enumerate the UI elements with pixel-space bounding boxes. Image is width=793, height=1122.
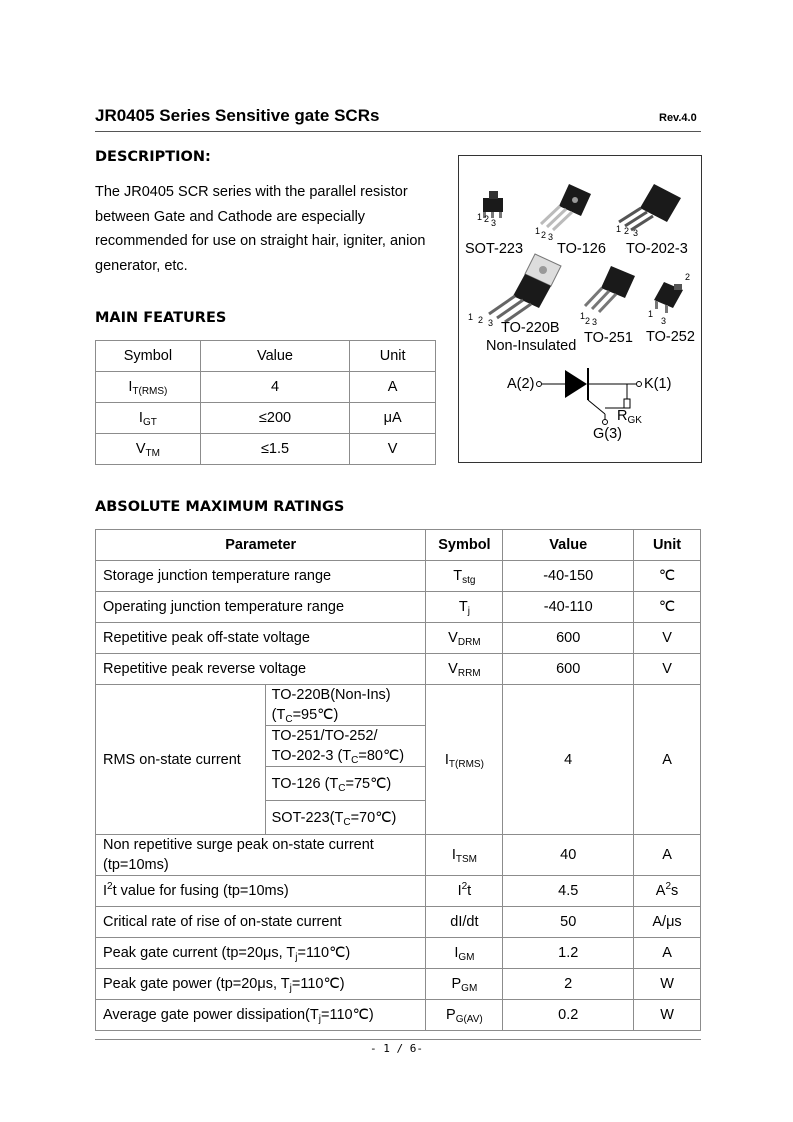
value-cell: 4 xyxy=(503,685,634,835)
table-row xyxy=(96,434,436,465)
ratings-table xyxy=(95,529,701,1031)
parameter-cell: Critical rate of rise of on-state current xyxy=(96,907,426,938)
svg-text:2: 2 xyxy=(685,272,691,282)
symbol-cell: $I_{GM}$ xyxy=(426,938,503,969)
unit-cell: A xyxy=(350,372,436,403)
value-cell: 50 xyxy=(503,907,634,938)
svg-text:3: 3 xyxy=(548,232,554,242)
unit-cell: $A^2s$ xyxy=(634,876,701,907)
package-label-sot223: SOT-223 xyxy=(465,241,524,257)
unit-cell: W xyxy=(634,969,701,1000)
svg-text:3: 3 xyxy=(488,318,494,328)
unit-cell: V xyxy=(350,434,436,465)
svg-text:1: 1 xyxy=(535,226,541,236)
svg-text:1: 1 xyxy=(580,311,586,321)
package-label-to251: TO-251 xyxy=(584,330,633,346)
column-header: Value xyxy=(200,341,350,372)
svg-text:1: 1 xyxy=(468,312,474,322)
parameter-cell: RMS on-state current xyxy=(96,685,266,835)
unit-cell: V xyxy=(634,623,701,654)
unit-cell: W xyxy=(634,1000,701,1031)
table-row xyxy=(96,938,701,969)
condition-cell: SOT-$223(T_C=70℃)$ xyxy=(265,801,426,835)
parameter-cell: Peak gate current (tp=20μs, $T_j=110℃$) xyxy=(96,938,426,969)
parameter-cell: Storage junction temperature range xyxy=(96,561,426,592)
value-cell: ≤1.5 xyxy=(200,434,350,465)
header-rule xyxy=(95,131,701,132)
column-header: Symbol xyxy=(96,341,201,372)
ratings-heading: ABSOLUTE MAXIMUM RATINGS xyxy=(95,499,345,515)
package-label-to2023: TO-202-3 xyxy=(626,241,688,257)
value-cell: 1.2 xyxy=(503,938,634,969)
table-row xyxy=(96,907,701,938)
parameter-cell: Average gate power $dissipation(T_j=110℃)$ xyxy=(96,1000,426,1031)
table-row xyxy=(96,685,701,726)
svg-text:3: 3 xyxy=(491,218,497,228)
parameter-cell: Repetitive peak reverse voltage xyxy=(96,654,426,685)
table-row xyxy=(96,1000,701,1031)
unit-cell: μA xyxy=(350,403,436,434)
to252-package-image xyxy=(648,272,690,326)
package-figure xyxy=(458,155,702,463)
sot223-package-image xyxy=(477,191,503,228)
value-cell: 600 xyxy=(503,623,634,654)
unit-cell: V xyxy=(634,654,701,685)
column-header: Unit xyxy=(350,341,436,372)
table-header-row xyxy=(96,530,701,561)
column-header: Symbol xyxy=(426,530,503,561)
to220b-package-image xyxy=(468,254,561,328)
column-header: Unit xyxy=(634,530,701,561)
parameter-cell: Peak gate power (tp=20μs, $T_j=110℃$) xyxy=(96,969,426,1000)
svg-text:1: 1 xyxy=(477,212,483,222)
to126-package-image xyxy=(535,184,591,242)
table-row xyxy=(96,654,701,685)
unit-cell: A/μs xyxy=(634,907,701,938)
resistor-label: $R_{GK}$ xyxy=(617,408,642,426)
symbol-cell: $I_{T(RMS)}$ xyxy=(96,372,201,403)
cathode-label: K(1) xyxy=(644,376,672,392)
value-cell: -40-150 xyxy=(503,561,634,592)
unit-cell: ℃ xyxy=(634,592,701,623)
value-cell: 600 xyxy=(503,654,634,685)
unit-cell: A xyxy=(634,685,701,835)
condition-cell: TO-126 $(T_C=75℃)$ xyxy=(265,767,426,801)
value-cell: -40-110 xyxy=(503,592,634,623)
value-cell: 4 xyxy=(200,372,350,403)
table-row xyxy=(96,403,436,434)
symbol-cell: $I_{GT}$ xyxy=(96,403,201,434)
table-header-row xyxy=(96,341,436,372)
parameter-cell: Repetitive peak off-state voltage xyxy=(96,623,426,654)
svg-text:3: 3 xyxy=(633,228,639,238)
symbol-cell: $V_{DRM}$ xyxy=(426,623,503,654)
value-cell: 0.2 xyxy=(503,1000,634,1031)
symbol-cell: $I^2t$ xyxy=(426,876,503,907)
document-title: JR0405 Series Sensitive gate SCRs xyxy=(95,106,380,125)
package-label-to252: TO-252 xyxy=(646,329,695,345)
symbol-cell: dI/dt xyxy=(426,907,503,938)
symbol-cell: $P_{G(AV)}$ xyxy=(426,1000,503,1031)
anode-label: A(2) xyxy=(507,376,535,392)
svg-text:2: 2 xyxy=(541,230,547,240)
unit-cell: A xyxy=(634,835,701,876)
parameter-cell: Non repetitive surge peak on-state current (tp=10ms) xyxy=(96,835,426,876)
package-label-to220b: TO-220B xyxy=(501,320,560,336)
table-row xyxy=(96,592,701,623)
symbol-cell: $P_{GM}$ xyxy=(426,969,503,1000)
value-cell: 4.5 xyxy=(503,876,634,907)
package-label-non-insulated: Non-Insulated xyxy=(486,338,577,354)
column-header: Parameter xyxy=(96,530,426,561)
main-features-heading: MAIN FEATURES xyxy=(95,310,227,326)
symbol-cell: $I_{TSM}$ xyxy=(426,835,503,876)
svg-text:2: 2 xyxy=(484,214,490,224)
footer-rule xyxy=(95,1039,701,1040)
table-row xyxy=(96,969,701,1000)
description-text: The JR0405 SCR series with the parallel resistor between Gate and Cathode are especially recommended for use on straight hair, igniter, anion generator, etc. xyxy=(95,184,426,274)
table-row xyxy=(96,561,701,592)
to251-package-image xyxy=(580,266,635,327)
to2023-package-image xyxy=(616,184,681,238)
symbol-cell: $I_{T(RMS)}$ xyxy=(426,685,503,835)
parameter-cell: $I^2t$ value for fusing (tp=10ms) xyxy=(96,876,426,907)
value-cell: 40 xyxy=(503,835,634,876)
gate-label: G(3) xyxy=(593,426,622,442)
svg-text:2: 2 xyxy=(624,226,630,236)
condition-cell: TO-220B(Non-Ins) $(T_C=95℃)$ xyxy=(265,685,426,726)
unit-cell: A xyxy=(634,938,701,969)
symbol-cell: $V_{RRM}$ xyxy=(426,654,503,685)
main-features-table xyxy=(95,340,436,465)
svg-text:3: 3 xyxy=(592,317,598,327)
scr-circuit-symbol xyxy=(507,368,671,442)
table-row xyxy=(96,623,701,654)
description-heading: DESCRIPTION: xyxy=(95,149,211,165)
column-header: Value xyxy=(503,530,634,561)
svg-text:1: 1 xyxy=(648,309,654,319)
svg-text:2: 2 xyxy=(585,316,591,326)
table-row xyxy=(96,835,701,876)
unit-cell: ℃ xyxy=(634,561,701,592)
svg-text:1: 1 xyxy=(616,224,622,234)
value-cell: ≤200 xyxy=(200,403,350,434)
symbol-cell: $V_{TM}$ xyxy=(96,434,201,465)
table-row xyxy=(96,876,701,907)
condition-cell: TO-251/TO-252/ TO-202-3 $(T_C=80℃)$ xyxy=(265,726,426,767)
table-row xyxy=(96,372,436,403)
svg-text:3: 3 xyxy=(661,316,667,326)
symbol-cell: $T_j$ xyxy=(426,592,503,623)
page-number: - 1 / 6- xyxy=(370,1042,423,1055)
svg-text:2: 2 xyxy=(478,315,484,325)
value-cell: 2 xyxy=(503,969,634,1000)
package-label-to126: TO-126 xyxy=(557,241,606,257)
revision-label: Rev.4.0 xyxy=(659,112,697,124)
parameter-cell: Operating junction temperature range xyxy=(96,592,426,623)
symbol-cell: $T_{stg}$ xyxy=(426,561,503,592)
